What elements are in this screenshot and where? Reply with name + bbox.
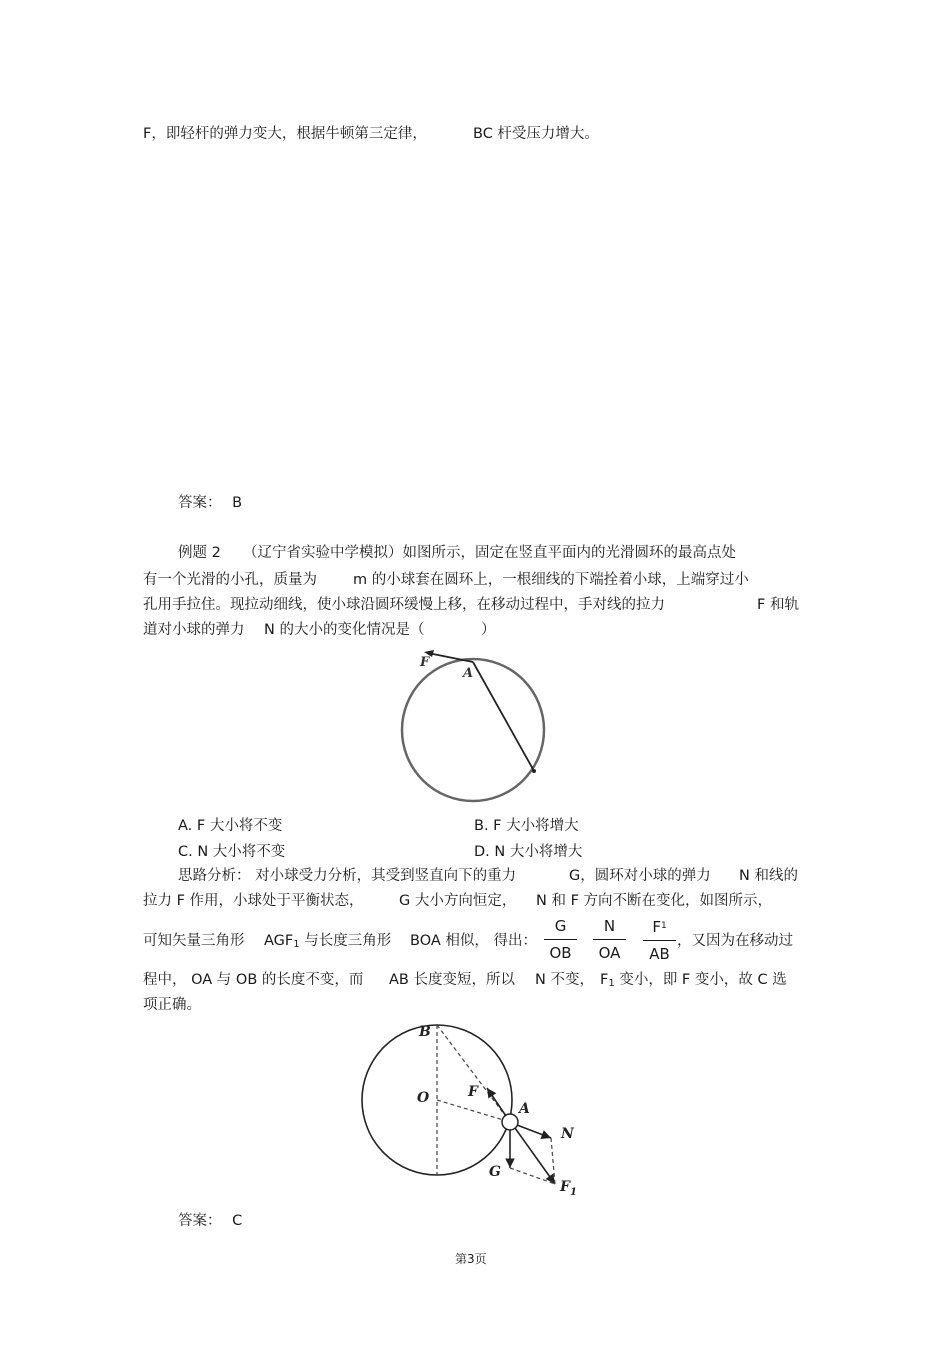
- label-B: B: [419, 1024, 431, 1040]
- fraction-bar: [544, 939, 577, 940]
- text-line: [178, 543, 221, 563]
- string-line: [473, 662, 534, 771]
- option-d-text: D. N 大小将增大: [474, 844, 583, 860]
- text-line: [739, 866, 798, 886]
- text-line: [143, 995, 201, 1015]
- text-line: [243, 543, 736, 563]
- subscript: 1: [660, 921, 667, 931]
- ring-figure-2: [355, 1016, 595, 1206]
- force-arrow-F: [487, 1088, 506, 1116]
- force-arrow-N: [517, 1125, 551, 1138]
- fraction-bar: [643, 940, 676, 941]
- text-line: [600, 970, 787, 994]
- text-segment: G，圆环对小球的弹力: [569, 868, 711, 884]
- text-segment: ）: [481, 622, 496, 638]
- fraction-n-oa: [593, 916, 626, 963]
- page-number-text: 第3页: [455, 1252, 487, 1266]
- option-b: [474, 816, 579, 836]
- label-N: N: [561, 1126, 574, 1142]
- line-BA: [437, 1025, 510, 1122]
- text-segment: 变小，即 F 变小，故 C 选: [614, 972, 787, 988]
- text-line: [569, 866, 711, 886]
- text-segment: （辽宁省实验中学模拟）如图所示，固定在竖直平面内的光滑圆环的最高点处: [243, 545, 736, 561]
- text-segment: 思路分析： 对小球受力分析，其受到竖直向下的重力: [178, 868, 517, 884]
- line-OA: [437, 1100, 510, 1122]
- text-line: [178, 866, 516, 886]
- fraction-denominator: OB: [549, 944, 572, 962]
- text-line: [143, 595, 665, 615]
- subscript: 1: [293, 939, 300, 950]
- fraction-bar: [593, 939, 626, 940]
- fraction-numerator: G: [554, 917, 567, 935]
- text-segment: N 不变，: [535, 972, 594, 988]
- label-F: F: [468, 1084, 478, 1100]
- label-O: O: [417, 1090, 430, 1106]
- option-b-text: B. F 大小将增大: [474, 818, 579, 834]
- example-number: 例题 2: [178, 545, 221, 561]
- text-segment: 有一个光滑的小孔，质量为: [143, 572, 317, 588]
- text-line: [143, 620, 245, 640]
- subscript: 1: [608, 978, 615, 989]
- text-segment: N 的大小的变化情况是（: [264, 622, 425, 638]
- text-segment: G 大小方向恒定，: [399, 893, 517, 909]
- text-line: [677, 931, 793, 951]
- text-line: [757, 595, 799, 615]
- text-line: [143, 570, 317, 590]
- text-line: [264, 620, 424, 640]
- fraction-denominator: AB: [649, 945, 670, 963]
- text-line: [353, 570, 749, 590]
- text-line: [143, 970, 363, 990]
- fraction-numerator: [643, 916, 676, 937]
- text-segment: AGF: [264, 933, 294, 949]
- text-segment: BC 杆受压力增大。: [473, 126, 599, 142]
- label-A: A: [463, 666, 474, 681]
- label-F1-sub: 1: [569, 1187, 577, 1198]
- label-F1: [559, 1179, 577, 1198]
- text-segment: 孔用手拉住。现拉动细线，使小球沿圆环缓慢上移，在移动过程中，手对线的拉力: [143, 597, 665, 613]
- text-segment: 道对小球的弹力: [143, 622, 245, 638]
- text-segment: 程中， OA 与 OB 的长度不变，而: [143, 972, 364, 988]
- option-d: [474, 842, 582, 862]
- option-c-text: C. N 大小将不变: [178, 844, 286, 860]
- answer-line: [178, 1211, 242, 1231]
- ball: [532, 769, 536, 773]
- text-line: [143, 124, 427, 144]
- fraction-g-ob: [544, 916, 577, 963]
- text-line: [143, 931, 245, 951]
- text-segment: N 和线的: [739, 868, 798, 884]
- answer-value: C: [232, 1213, 243, 1229]
- text-segment: 拉力 F 作用，小球处于平衡状态，: [143, 893, 364, 909]
- text-segment: N 和 F 方向不断在变化，如图所示，: [536, 893, 773, 909]
- answer-value: B: [232, 495, 243, 511]
- text-line: [389, 970, 515, 990]
- text-line: [535, 970, 594, 990]
- dashed-N-F1: [551, 1138, 555, 1184]
- option-c: [178, 842, 285, 862]
- force-arrow-F: [428, 653, 473, 662]
- text-line: [399, 891, 516, 911]
- text-segment: 可知矢量三角形: [143, 933, 245, 949]
- option-a: [178, 816, 282, 836]
- text-line: [473, 124, 599, 144]
- fraction-f1-ab: [643, 916, 676, 964]
- answer-label: 答案：: [178, 495, 222, 511]
- text-segment: BOA 相似， 得出：: [410, 933, 537, 949]
- text-line: [264, 931, 391, 955]
- fraction-numerator: N: [603, 917, 616, 935]
- label-F1-main: F: [560, 1179, 570, 1195]
- page-number: [455, 1249, 487, 1269]
- text-segment: AB 长度变短，所以: [389, 972, 515, 988]
- text-line: [536, 891, 772, 911]
- dashed-G-F1: [510, 1168, 555, 1184]
- text-segment: F，即轻杆的弹力变大，根据牛顿第三定律，: [143, 126, 427, 142]
- label-A: A: [519, 1101, 530, 1117]
- label-G: G: [489, 1164, 501, 1180]
- label-F: F: [420, 655, 430, 670]
- text-line: [143, 891, 364, 911]
- answer-line: [178, 493, 242, 513]
- ring-figure-1: [380, 646, 570, 810]
- text-line: [481, 620, 496, 640]
- fraction-denominator: OA: [598, 944, 621, 962]
- text-segment: 与长度三角形: [299, 933, 392, 949]
- text-segment: m 的小球套在圆环上，一根细线的下端拴着小球，上端穿过小: [353, 572, 749, 588]
- text-segment: F: [600, 972, 609, 988]
- text-line: [410, 931, 537, 951]
- answer-label: 答案：: [178, 1213, 222, 1229]
- text-segment: F 和轨: [757, 597, 799, 613]
- text-segment: ，又因为在移动过: [677, 933, 793, 949]
- numerator-text: F: [652, 918, 661, 936]
- option-a-text: A. F 大小将不变: [178, 818, 283, 834]
- text-segment: 项正确。: [143, 997, 201, 1013]
